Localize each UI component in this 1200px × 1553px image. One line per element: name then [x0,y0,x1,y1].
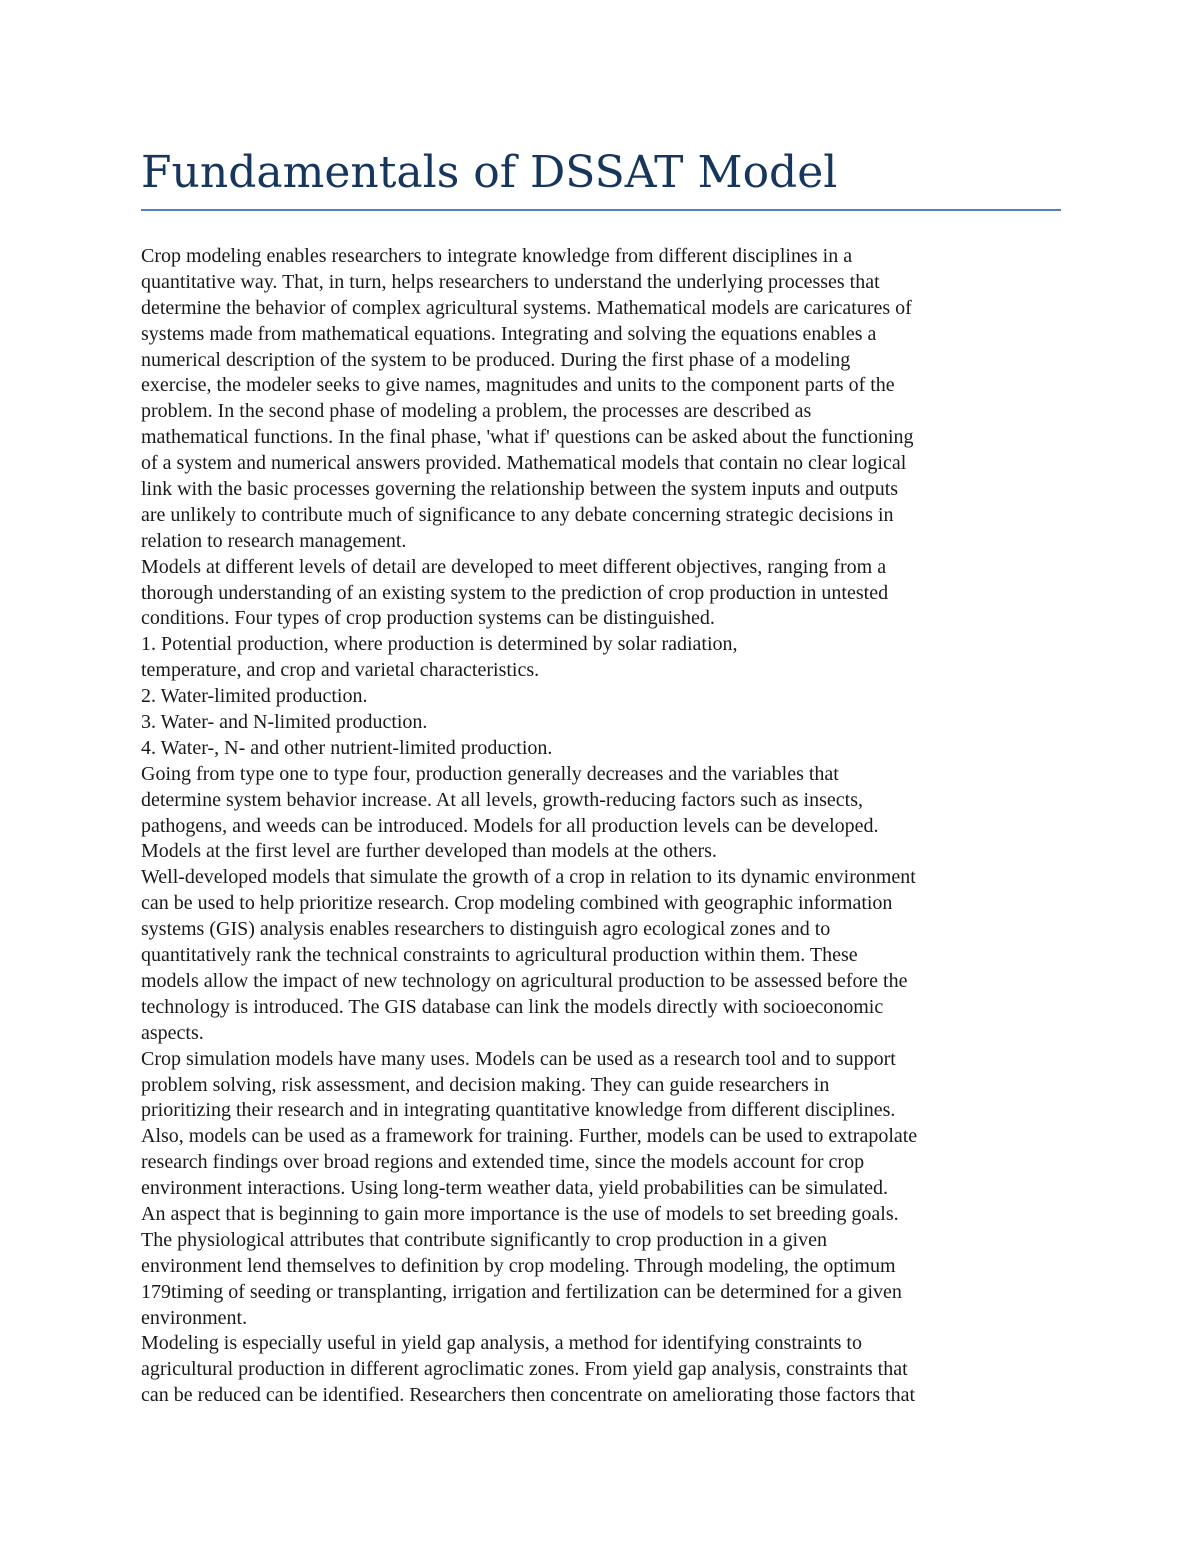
body-line: are unlikely to contribute much of significance to any debate concerning strategic decisions in [141,503,894,526]
body-line: Models at the first level are further developed than models at the others. [141,840,717,863]
body-line: environment. [141,1306,248,1329]
body-line: thorough understanding of an existing system to the prediction of crop production in untested [141,581,889,604]
body-line: quantitatively rank the technical constraints to agricultural production within them. These [141,944,858,967]
body-line: Crop simulation models have many uses. Models can be used as a research tool and to support [141,1047,896,1070]
document-title: Fundamentals of DSSAT Model [141,147,838,198]
body-line: relation to research management. [141,529,407,552]
body-line: determine system behavior increase. At all levels, growth-reducing factors such as insects, [141,788,863,811]
body-line: link with the basic processes governing the relationship between the system inputs and outputs [141,478,899,501]
body-line: systems made from mathematical equations. Integrating and solving the equations enables a [141,322,877,345]
body-line: conditions. Four types of crop production systems can be distinguished. [141,607,715,630]
body-line: agricultural production in different agroclimatic zones. From yield gap analysis, constraints that [141,1358,908,1381]
body-line: problem. In the second phase of modeling a problem, the processes are described as [141,400,812,423]
body-line: temperature, and crop and varietal characteristics. [141,659,540,682]
body-line: technology is introduced. The GIS database can link the models directly with socioeconomic [141,995,884,1018]
title-underline [141,209,1061,211]
body-line: Crop modeling enables researchers to integrate knowledge from different disciplines in a [141,245,853,267]
body-line: models allow the impact of new technology on agricultural production to be assessed before the [141,969,908,992]
body-line: The physiological attributes that contribute significantly to crop production in a given [141,1228,827,1251]
body-line: determine the behavior of complex agricultural systems. Mathematical models are caricatures of [141,296,912,319]
body-line: mathematical functions. In the final phase, 'what if' questions can be asked about the functioning [141,426,914,449]
body-line: Modeling is especially useful in yield gap analysis, a method for identifying constraints to [141,1332,862,1355]
document-body [141,244,1041,1409]
body-line: Going from type one to type four, production generally decreases and the variables that [141,762,839,785]
body-line: 3. Water- and N-limited production. [141,711,428,734]
body-line: environment lend themselves to definition by crop modeling. Through modeling, the optimum [141,1254,896,1277]
body-line: exercise, the modeler seeks to give names, magnitudes and units to the component parts of the [141,374,895,397]
body-line: research findings over broad regions and extended time, since the models account for crop [141,1151,865,1174]
body-line: numerical description of the system to be produced. During the first phase of a modeling [141,348,851,371]
body-line: of a system and numerical answers provided. Mathematical models that contain no clear logical [141,452,907,475]
body-line: Also, models can be used as a framework for training. Further, models can be used to extrapolate [141,1125,918,1148]
body-line: Well-developed models that simulate the growth of a crop in relation to its dynamic environment [141,866,916,889]
body-line: An aspect that is beginning to gain more importance is the use of models to set breeding goals. [141,1202,899,1225]
body-line: aspects. [141,1021,204,1044]
body-line: systems (GIS) analysis enables researchers to distinguish agro ecological zones and to [141,918,831,941]
body-line: Models at different levels of detail are developed to meet different objectives, ranging from a [141,555,887,578]
body-line: 179timing of seeding or transplanting, irrigation and fertilization can be determined for a given [141,1280,902,1303]
body-line: can be used to help prioritize research. Crop modeling combined with geographic information [141,892,893,915]
body-line: 4. Water-, N- and other nutrient-limited production. [141,736,553,759]
body-line: quantitative way. That, in turn, helps researchers to understand the underlying processes that [141,270,880,293]
body-line: 1. Potential production, where production is determined by solar radiation, [141,633,738,656]
body-line: pathogens, and weeds can be introduced. Models for all production levels can be developed. [141,814,879,837]
body-line: prioritizing their research and in integrating quantitative knowledge from different disciplines. [141,1099,896,1122]
body-line: environment interactions. Using long-term weather data, yield probabilities can be simulated. [141,1177,889,1200]
body-line: problem solving, risk assessment, and decision making. They can guide researchers in [141,1073,830,1096]
body-line: 2. Water-limited production. [141,685,368,708]
body-line: can be reduced can be identified. Researchers then concentrate on ameliorating those factors that [141,1384,916,1407]
